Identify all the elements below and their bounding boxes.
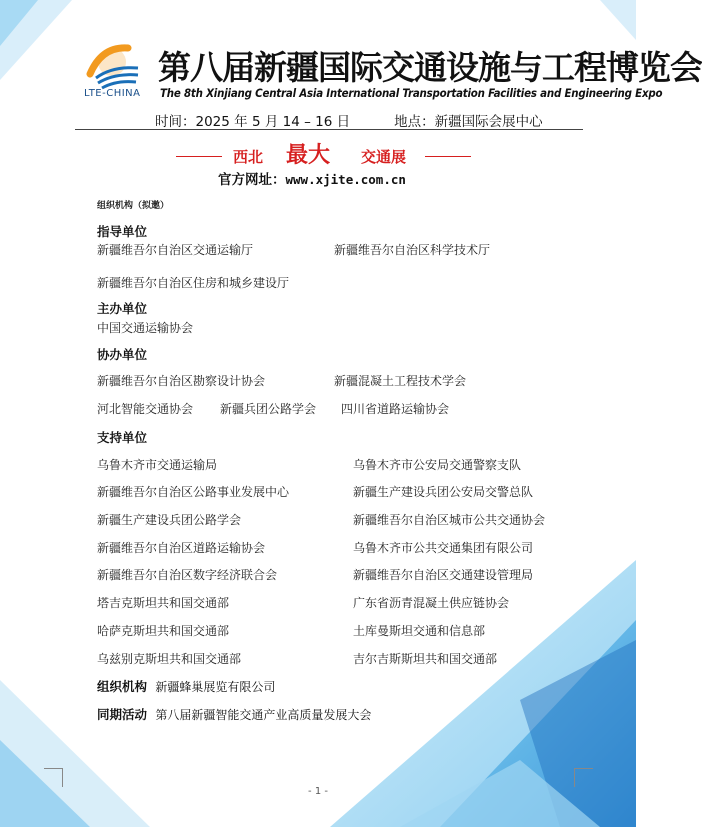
time-place-line [155, 110, 543, 130]
website-line [218, 168, 406, 188]
section-title-co-host: 协办单位 [97, 347, 148, 362]
list-item: 新疆维吾尔自治区住房和城乡建设厅 [97, 276, 290, 290]
section-title-organizer: 组织机构 [97, 679, 148, 694]
logo-text: LTE-CHINA [84, 88, 141, 99]
website-url[interactable]: www.xjite.com.cn [285, 172, 406, 187]
expo-logo-icon [82, 34, 144, 96]
slogan-dash-right [425, 156, 471, 157]
list-item: 新疆生产建设兵团公安局交警总队 [353, 485, 534, 499]
list-item: 乌鲁木齐市交通运输局 [97, 458, 218, 472]
section-concurrent [97, 705, 371, 723]
list-item: 新疆维吾尔自治区交通建设管理局 [353, 568, 534, 582]
section-title-guidance: 指导单位 [97, 224, 148, 239]
list-item: 新疆维吾尔自治区交通运输厅 [97, 243, 254, 257]
title-english: The 8th Xinjiang Central Asia International Transportation Facilities and Engineering Expo [160, 86, 663, 100]
section-organizer [97, 677, 275, 695]
list-item: 哈萨克斯坦共和国交通部 [97, 624, 230, 638]
website-label: 官方网址： [218, 172, 286, 188]
org-heading: 组织机构（拟邀） [97, 201, 170, 211]
list-item: 新疆维吾尔自治区勘察设计协会 [97, 374, 266, 388]
list-item: 新疆维吾尔自治区公路事业发展中心 [97, 485, 290, 499]
header-divider [75, 129, 583, 130]
slogan [0, 140, 636, 170]
list-item: 新疆维吾尔自治区城市公共交通协会 [353, 513, 546, 527]
organizer-value: 新疆蜂巢展览有限公司 [155, 680, 276, 694]
list-item: 广东省沥青混凝土供应链协会 [353, 596, 510, 610]
place-label: 地点：新疆国际会展中心 [394, 114, 543, 130]
slogan-right: 交通展 [361, 148, 407, 166]
list-item: 土库曼斯坦交通和信息部 [353, 624, 486, 638]
list-item: 塔吉克斯坦共和国交通部 [97, 596, 230, 610]
page-number: - 1 - [308, 786, 328, 797]
list-item: 乌鲁木齐市公安局交通警察支队 [353, 458, 522, 472]
list-item: 新疆维吾尔自治区科学技术厅 [334, 243, 491, 257]
list-item: 四川省道路运输协会 [341, 402, 450, 416]
section-title-host: 主办单位 [97, 301, 148, 316]
slogan-dash-left [176, 156, 222, 157]
concurrent-value: 第八届新疆智能交通产业高质量发展大会 [155, 708, 372, 722]
slogan-left: 西北 [233, 148, 264, 166]
slogan-middle: 最大 [286, 143, 331, 168]
section-title-concurrent: 同期活动 [97, 707, 148, 722]
section-title-support: 支持单位 [97, 430, 148, 445]
list-item: 乌鲁木齐市公共交通集团有限公司 [353, 541, 534, 555]
list-item: 新疆混凝土工程技术学会 [334, 374, 467, 388]
title-chinese: 第八届新疆国际交通设施与工程博览会 [158, 48, 702, 87]
list-item: 新疆维吾尔自治区数字经济联合会 [97, 568, 278, 582]
corner-mark-left [44, 768, 63, 787]
corner-mark-right [574, 768, 593, 787]
list-item: 中国交通运输协会 [97, 321, 194, 335]
list-item: 吉尔吉斯斯坦共和国交通部 [353, 652, 498, 666]
list-item: 新疆维吾尔自治区道路运输协会 [97, 541, 266, 555]
time-label: 时间：2025 年 5 月 14 – 16 日 [155, 114, 351, 130]
list-item: 乌兹别克斯坦共和国交通部 [97, 652, 242, 666]
list-item: 新疆兵团公路学会 [220, 402, 317, 416]
list-item: 新疆生产建设兵团公路学会 [97, 513, 242, 527]
list-item: 河北智能交通协会 [97, 402, 194, 416]
